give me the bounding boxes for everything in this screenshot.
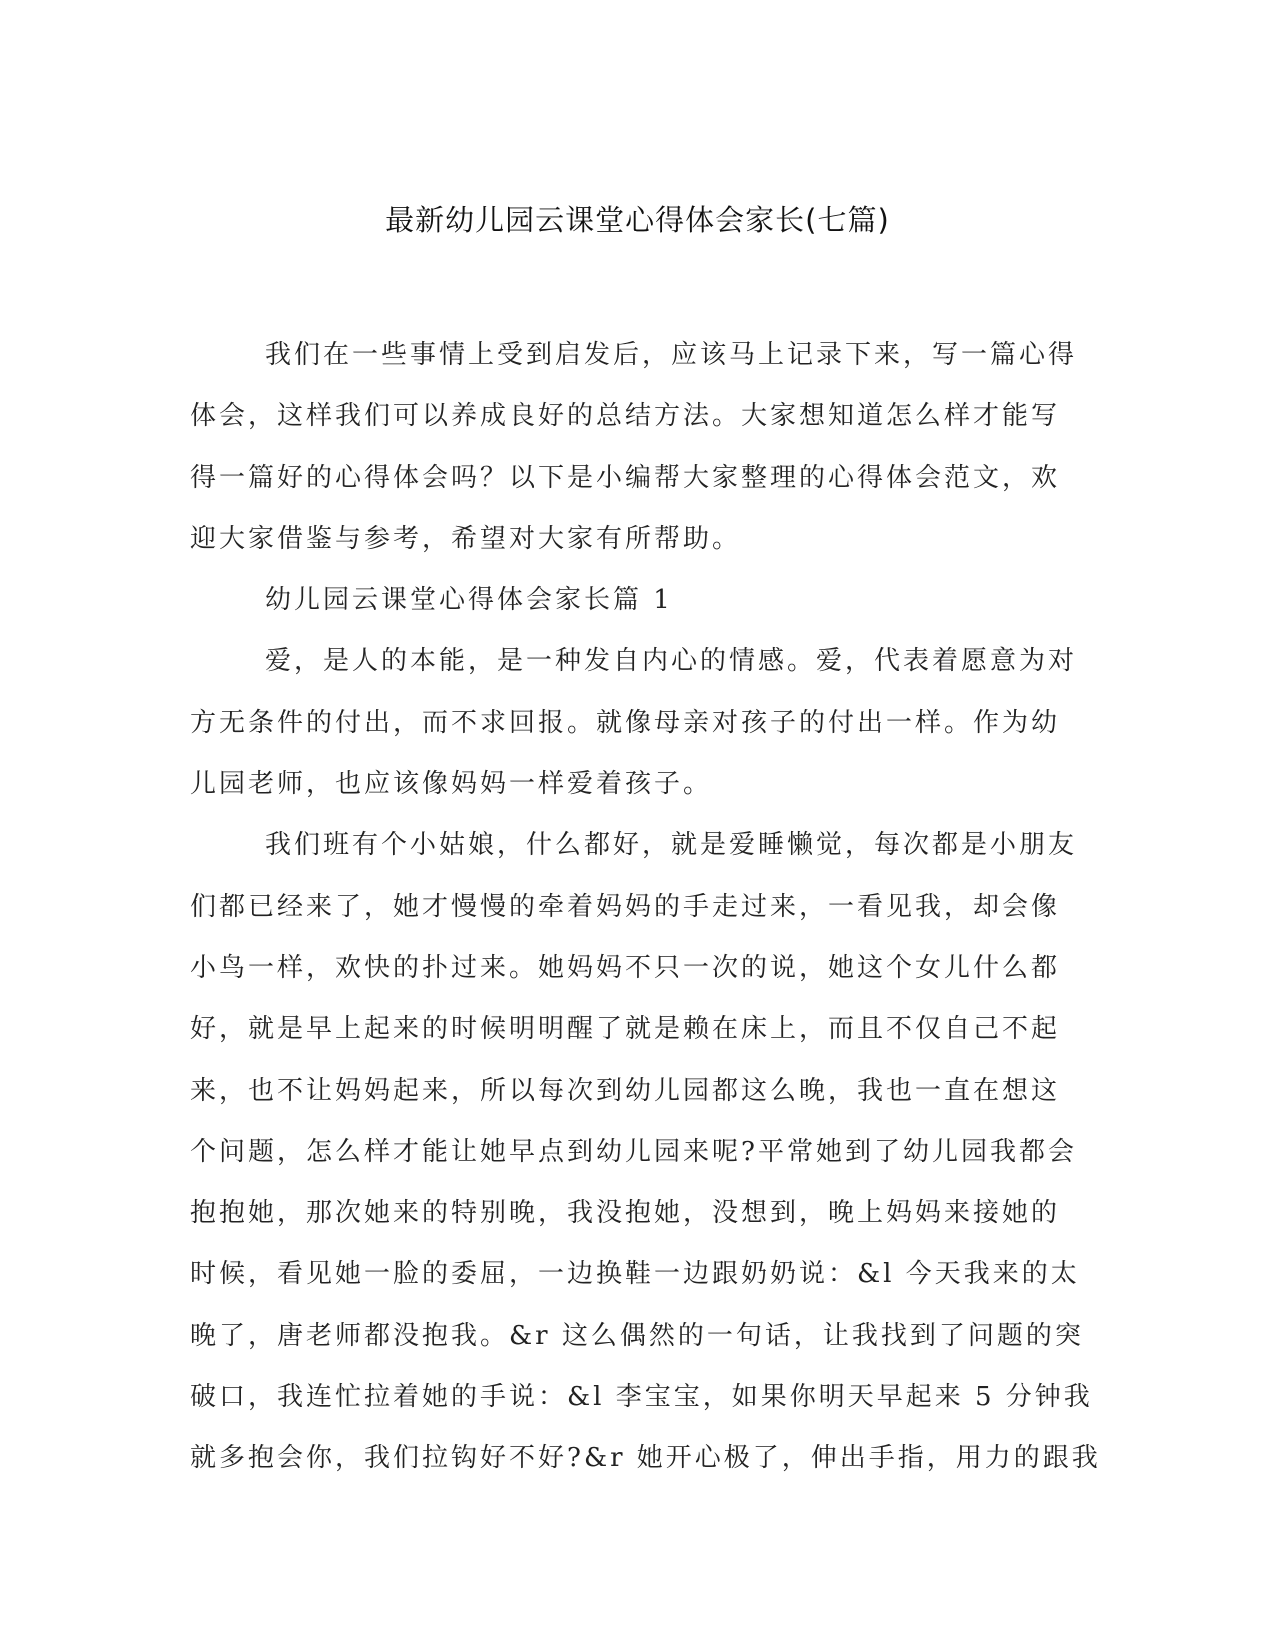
text-line: 体会，这样我们可以养成良好的总结方法。大家想知道怎么样才能写 (190, 401, 1061, 432)
text-line: 时候，看见她一脸的委屈，一边换鞋一边跟奶奶说：&l 今天我来的太 (190, 1259, 1080, 1290)
document-body (190, 325, 1101, 1490)
text-line: 破口，我连忙拉着她的手说：&l 李宝宝，如果你明天早起来 5 分钟我 (190, 1382, 1093, 1413)
text-line: 好，就是早上起来的时候明明醒了就是赖在床上，而且不仅自己不起 (190, 1014, 1061, 1045)
text-line: 幼儿园云课堂心得体会家长篇 1 (265, 585, 673, 616)
text-line: 迎大家借鉴与参考，希望对大家有所帮助。 (190, 523, 742, 554)
text-line: 小鸟一样，欢快的扑过来。她妈妈不只一次的说，她这个女儿什么都 (190, 952, 1061, 983)
text-line: 晚了，唐老师都没抱我。&r 这么偶然的一句话，让我找到了问题的突 (190, 1320, 1084, 1351)
text-line: 得一篇好的心得体会吗？以下是小编帮大家整理的心得体会范文，欢 (190, 462, 1061, 493)
text-line: 爱，是人的本能，是一种发自内心的情感。爱，代表着愿意为对 (265, 646, 1078, 677)
text-line: 个问题，怎么样才能让她早点到幼儿园来呢?平常她到了幼儿园我都会 (190, 1136, 1077, 1167)
text-line: 方无条件的付出，而不求回报。就像母亲对孩子的付出一样。作为幼 (190, 707, 1061, 738)
text-line: 儿园老师，也应该像妈妈一样爱着孩子。 (190, 769, 713, 800)
text-line: 我们班有个小姑娘，什么都好，就是爱睡懒觉，每次都是小朋友 (265, 830, 1078, 861)
text-line: 们都已经来了，她才慢慢的牵着妈妈的手走过来，一看见我，却会像 (190, 891, 1061, 922)
text-line: 就多抱会你，我们拉钩好不好?&r 她开心极了，伸出手指，用力的跟我 (190, 1443, 1101, 1474)
text-line: 抱抱她，那次她来的特别晚，我没抱她，没想到，晚上妈妈来接她的 (190, 1198, 1061, 1229)
document-title: 最新幼儿园云课堂心得体会家长(七篇) (385, 203, 890, 237)
text-line: 来，也不让妈妈起来，所以每次到幼儿园都这么晚，我也一直在想这 (190, 1075, 1061, 1106)
text-line: 我们在一些事情上受到启发后，应该马上记录下来，写一篇心得 (265, 340, 1078, 370)
